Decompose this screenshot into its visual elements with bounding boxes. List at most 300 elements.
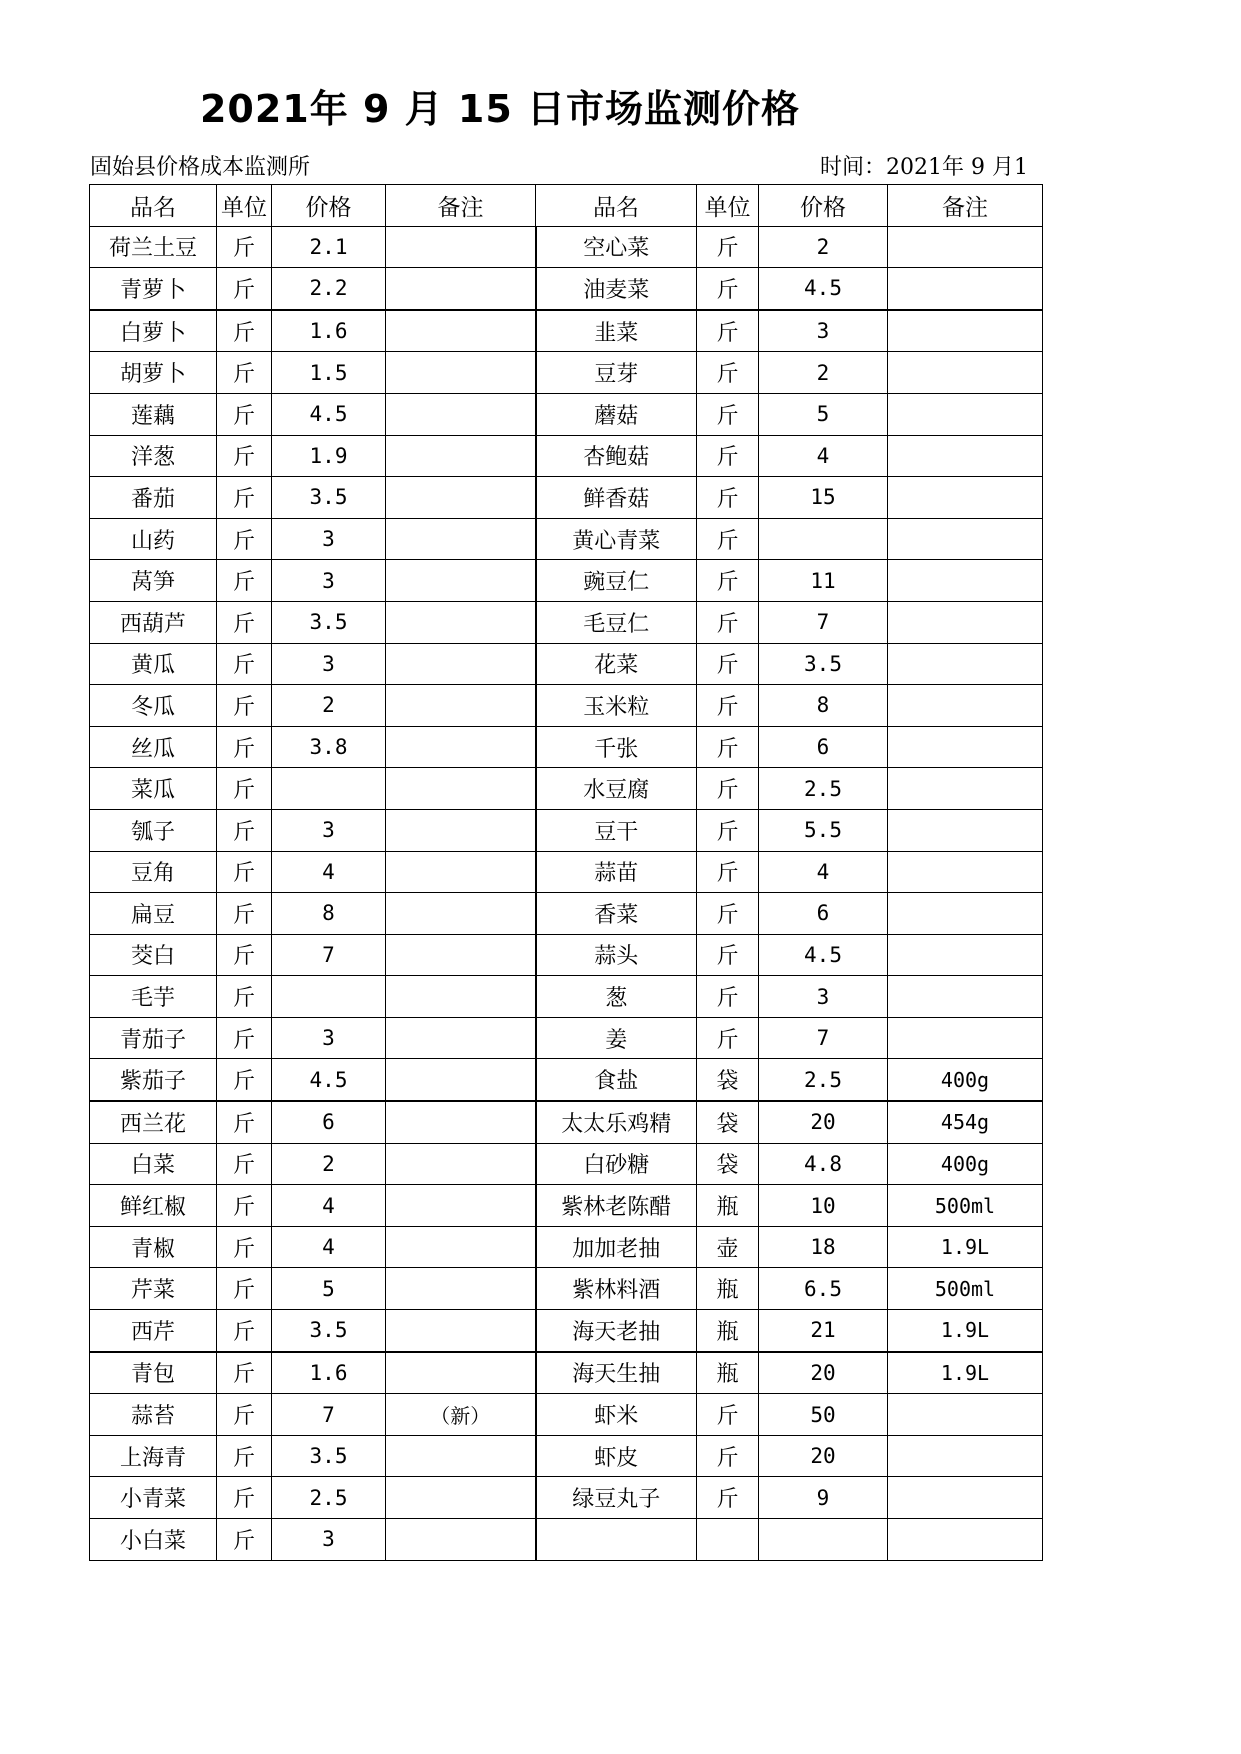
item-name: 加加老抽	[536, 1226, 697, 1268]
item-note	[386, 1435, 536, 1477]
item-note	[386, 1352, 536, 1394]
item-name: 芹菜	[90, 1268, 217, 1310]
item-note: （新）	[386, 1394, 536, 1436]
table-row	[90, 1352, 1043, 1394]
item-price: 3.5	[759, 643, 888, 685]
table-row	[90, 601, 1043, 643]
item-name: 白萝卜	[90, 310, 217, 352]
item-name: 姜	[536, 1017, 697, 1059]
item-unit: 斤	[217, 809, 272, 851]
item-price: 2.5	[759, 768, 888, 810]
item-note	[888, 893, 1043, 935]
item-unit: 斤	[217, 268, 272, 310]
item-unit	[697, 1519, 759, 1561]
item-name: 蘑菇	[536, 393, 697, 435]
table-row	[90, 934, 1043, 976]
item-name: 黄瓜	[90, 643, 217, 685]
item-unit: 斤	[217, 893, 272, 935]
item-unit: 斤	[217, 518, 272, 560]
item-note	[888, 435, 1043, 477]
table-row	[90, 726, 1043, 768]
item-price: 1.6	[272, 1352, 386, 1394]
item-name: 毛芋	[90, 976, 217, 1018]
item-price: 8	[759, 685, 888, 727]
item-name: 豌豆仁	[536, 560, 697, 602]
item-unit: 斤	[697, 726, 759, 768]
item-price: 4	[272, 851, 386, 893]
item-unit: 斤	[217, 1143, 272, 1185]
item-price: 3	[272, 643, 386, 685]
item-unit: 斤	[697, 518, 759, 560]
item-price: 6	[759, 726, 888, 768]
header-name: 品名	[90, 185, 217, 227]
item-name: 小白菜	[90, 1519, 217, 1561]
item-name: 香菜	[536, 893, 697, 935]
item-note	[888, 393, 1043, 435]
item-unit: 斤	[697, 976, 759, 1018]
item-name: 茭白	[90, 934, 217, 976]
item-price: 4.5	[759, 268, 888, 310]
item-note	[888, 477, 1043, 519]
header-note: 备注	[888, 185, 1043, 227]
item-unit: 斤	[697, 268, 759, 310]
item-unit: 斤	[217, 976, 272, 1018]
item-unit: 斤	[217, 685, 272, 727]
table-row	[90, 1519, 1043, 1561]
table-row	[90, 809, 1043, 851]
item-price: 4	[272, 1226, 386, 1268]
item-unit: 斤	[217, 601, 272, 643]
item-name: 紫林老陈醋	[536, 1185, 697, 1227]
item-price	[272, 976, 386, 1018]
item-price: 8	[272, 893, 386, 935]
table-row	[90, 1017, 1043, 1059]
item-unit: 斤	[217, 1226, 272, 1268]
item-unit: 斤	[697, 352, 759, 394]
item-unit: 斤	[217, 477, 272, 519]
item-price: 2.1	[272, 226, 386, 268]
item-price: 5	[272, 1268, 386, 1310]
item-price	[759, 1519, 888, 1561]
item-note	[888, 268, 1043, 310]
item-price: 2	[759, 226, 888, 268]
item-unit: 斤	[217, 1352, 272, 1394]
item-name: 小青菜	[90, 1477, 217, 1519]
item-note	[386, 1477, 536, 1519]
item-unit: 斤	[217, 643, 272, 685]
item-price: 2	[272, 1143, 386, 1185]
table-row	[90, 1101, 1043, 1143]
item-name: 青包	[90, 1352, 217, 1394]
item-name: 毛豆仁	[536, 601, 697, 643]
item-name: 丝瓜	[90, 726, 217, 768]
item-price: 3	[272, 518, 386, 560]
item-note	[888, 310, 1043, 352]
item-price: 4	[759, 435, 888, 477]
table-row	[90, 1435, 1043, 1477]
item-price: 3	[759, 310, 888, 352]
item-note	[386, 893, 536, 935]
item-price: 2	[759, 352, 888, 394]
item-note	[386, 768, 536, 810]
item-unit: 斤	[697, 768, 759, 810]
item-price: 18	[759, 1226, 888, 1268]
item-unit: 斤	[217, 1394, 272, 1436]
item-unit: 斤	[217, 1017, 272, 1059]
item-note	[386, 1143, 536, 1185]
item-unit: 壶	[697, 1226, 759, 1268]
item-price: 7	[759, 1017, 888, 1059]
item-name: 豆干	[536, 809, 697, 851]
item-note	[386, 560, 536, 602]
item-unit: 袋	[697, 1059, 759, 1101]
item-unit: 斤	[217, 226, 272, 268]
item-name: 韭菜	[536, 310, 697, 352]
item-unit: 斤	[217, 560, 272, 602]
item-note	[888, 352, 1043, 394]
item-name: 虾米	[536, 1394, 697, 1436]
table-row	[90, 393, 1043, 435]
item-name: 太太乐鸡精	[536, 1101, 697, 1143]
item-unit: 斤	[697, 685, 759, 727]
item-unit: 斤	[217, 768, 272, 810]
item-note	[386, 601, 536, 643]
item-price: 3.5	[272, 601, 386, 643]
item-name: 鲜红椒	[90, 1185, 217, 1227]
item-note	[386, 1017, 536, 1059]
table-row	[90, 268, 1043, 310]
item-note	[888, 685, 1043, 727]
table-row	[90, 477, 1043, 519]
item-unit: 斤	[217, 851, 272, 893]
item-note	[888, 768, 1043, 810]
item-note	[888, 560, 1043, 602]
item-price: 9	[759, 1477, 888, 1519]
item-price: 1.6	[272, 310, 386, 352]
item-price: 20	[759, 1352, 888, 1394]
item-price: 20	[759, 1435, 888, 1477]
item-name: 空心菜	[536, 226, 697, 268]
item-name: 白砂糖	[536, 1143, 697, 1185]
item-price: 3.5	[272, 1310, 386, 1352]
item-price: 3	[272, 809, 386, 851]
item-name: 白菜	[90, 1143, 217, 1185]
item-price: 5.5	[759, 809, 888, 851]
item-unit: 斤	[697, 601, 759, 643]
item-price: 3	[272, 1017, 386, 1059]
item-price: 2.2	[272, 268, 386, 310]
item-name: 花菜	[536, 643, 697, 685]
item-note	[386, 1059, 536, 1101]
item-price: 21	[759, 1310, 888, 1352]
item-price: 2	[272, 685, 386, 727]
item-note	[386, 685, 536, 727]
item-unit: 斤	[217, 1310, 272, 1352]
item-note	[386, 809, 536, 851]
item-note	[888, 809, 1043, 851]
item-note: 1.9L	[888, 1310, 1043, 1352]
item-name: 蒜苗	[536, 851, 697, 893]
table-row	[90, 1394, 1043, 1436]
item-name: 食盐	[536, 1059, 697, 1101]
table-row	[90, 1185, 1043, 1227]
item-price: 2.5	[272, 1477, 386, 1519]
item-unit: 斤	[217, 1185, 272, 1227]
item-unit: 斤	[697, 1394, 759, 1436]
item-unit: 斤	[697, 893, 759, 935]
item-unit: 斤	[697, 934, 759, 976]
item-note: 400g	[888, 1143, 1043, 1185]
table-row	[90, 976, 1043, 1018]
item-name: 胡萝卜	[90, 352, 217, 394]
item-name: 菜瓜	[90, 768, 217, 810]
item-unit: 斤	[697, 1477, 759, 1519]
item-name: 油麦菜	[536, 268, 697, 310]
item-price: 4.5	[759, 934, 888, 976]
table-row	[90, 893, 1043, 935]
item-price: 3.5	[272, 477, 386, 519]
item-name: 虾皮	[536, 1435, 697, 1477]
item-name: 杏鲍菇	[536, 435, 697, 477]
item-unit: 斤	[697, 1017, 759, 1059]
item-name: 蒜头	[536, 934, 697, 976]
item-name: 瓠子	[90, 809, 217, 851]
item-note	[386, 310, 536, 352]
item-price: 15	[759, 477, 888, 519]
table-row	[90, 560, 1043, 602]
item-note	[888, 1477, 1043, 1519]
table-row	[90, 518, 1043, 560]
table-row	[90, 1143, 1043, 1185]
item-name: 青椒	[90, 1226, 217, 1268]
item-name	[536, 1519, 697, 1561]
item-note: 1.9L	[888, 1226, 1043, 1268]
report-time: 时间：2021年 9 月1	[820, 155, 1028, 180]
item-unit: 斤	[217, 435, 272, 477]
item-note	[386, 1268, 536, 1310]
item-unit: 斤	[697, 310, 759, 352]
table-row	[90, 685, 1043, 727]
item-unit: 斤	[217, 1435, 272, 1477]
item-unit: 斤	[217, 1101, 272, 1143]
item-price: 6	[272, 1101, 386, 1143]
item-unit: 瓶	[697, 1310, 759, 1352]
item-unit: 斤	[217, 726, 272, 768]
item-unit: 斤	[697, 435, 759, 477]
item-name: 紫林料酒	[536, 1268, 697, 1310]
item-name: 冬瓜	[90, 685, 217, 727]
item-name: 玉米粒	[536, 685, 697, 727]
item-price: 3.5	[272, 1435, 386, 1477]
item-name: 西芹	[90, 1310, 217, 1352]
item-note	[386, 1519, 536, 1561]
item-name: 豆角	[90, 851, 217, 893]
item-note	[888, 726, 1043, 768]
price-table	[89, 184, 1043, 1561]
item-name: 青茄子	[90, 1017, 217, 1059]
item-note	[386, 1101, 536, 1143]
header-note: 备注	[386, 185, 536, 227]
item-note	[386, 1185, 536, 1227]
table-row	[90, 851, 1043, 893]
item-price: 6.5	[759, 1268, 888, 1310]
item-name: 青萝卜	[90, 268, 217, 310]
table-row	[90, 1226, 1043, 1268]
item-name: 番茄	[90, 477, 217, 519]
item-note	[386, 851, 536, 893]
item-note: 454g	[888, 1101, 1043, 1143]
item-price: 4	[759, 851, 888, 893]
item-price: 5	[759, 393, 888, 435]
table-row	[90, 1310, 1043, 1352]
item-name: 绿豆丸子	[536, 1477, 697, 1519]
item-price: 4.5	[272, 1059, 386, 1101]
item-note	[888, 226, 1043, 268]
item-price: 4	[272, 1185, 386, 1227]
header-name: 品名	[536, 185, 697, 227]
item-unit: 斤	[217, 310, 272, 352]
item-price: 3	[272, 1519, 386, 1561]
item-name: 西葫芦	[90, 601, 217, 643]
item-name: 荷兰土豆	[90, 226, 217, 268]
item-unit: 斤	[217, 1268, 272, 1310]
item-note	[386, 934, 536, 976]
item-name: 豆芽	[536, 352, 697, 394]
item-note	[386, 226, 536, 268]
item-price: 11	[759, 560, 888, 602]
item-name: 洋葱	[90, 435, 217, 477]
item-price: 2.5	[759, 1059, 888, 1101]
item-note	[888, 1435, 1043, 1477]
item-unit: 斤	[697, 643, 759, 685]
item-price	[759, 518, 888, 560]
table-row	[90, 1059, 1043, 1101]
item-price: 4.5	[272, 393, 386, 435]
item-name: 蒜苔	[90, 1394, 217, 1436]
item-price: 20	[759, 1101, 888, 1143]
item-name: 海天生抽	[536, 1352, 697, 1394]
item-name: 上海青	[90, 1435, 217, 1477]
item-price: 7	[272, 934, 386, 976]
item-unit: 袋	[697, 1143, 759, 1185]
table-row	[90, 352, 1043, 394]
item-note	[386, 643, 536, 685]
item-note	[386, 518, 536, 560]
item-name: 莴笋	[90, 560, 217, 602]
item-price: 7	[759, 601, 888, 643]
item-note	[386, 393, 536, 435]
table-row	[90, 768, 1043, 810]
item-unit: 斤	[697, 809, 759, 851]
item-unit: 斤	[217, 1519, 272, 1561]
item-unit: 斤	[697, 477, 759, 519]
header-price: 价格	[759, 185, 888, 227]
item-price: 1.9	[272, 435, 386, 477]
item-name: 葱	[536, 976, 697, 1018]
item-note	[888, 601, 1043, 643]
item-unit: 瓶	[697, 1268, 759, 1310]
item-price: 7	[272, 1394, 386, 1436]
agency-name: 固始县价格成本监测所	[90, 155, 311, 180]
item-price: 4.8	[759, 1143, 888, 1185]
item-name: 扁豆	[90, 893, 217, 935]
item-note: 400g	[888, 1059, 1043, 1101]
item-note	[386, 726, 536, 768]
item-name: 鲜香菇	[536, 477, 697, 519]
item-note	[386, 435, 536, 477]
item-note	[386, 268, 536, 310]
item-note	[386, 1310, 536, 1352]
item-note	[386, 352, 536, 394]
item-price: 3.8	[272, 726, 386, 768]
item-unit: 斤	[217, 352, 272, 394]
table-row	[90, 310, 1043, 352]
item-name: 紫茄子	[90, 1059, 217, 1101]
item-unit: 斤	[217, 934, 272, 976]
item-unit: 斤	[697, 851, 759, 893]
item-note	[888, 1519, 1043, 1561]
item-unit: 斤	[697, 393, 759, 435]
item-name: 海天老抽	[536, 1310, 697, 1352]
item-note: 500ml	[888, 1185, 1043, 1227]
item-price: 50	[759, 1394, 888, 1436]
item-name: 黄心青菜	[536, 518, 697, 560]
header-price: 价格	[272, 185, 386, 227]
item-unit: 斤	[217, 393, 272, 435]
item-price: 1.5	[272, 352, 386, 394]
item-unit: 袋	[697, 1101, 759, 1143]
item-note: 500ml	[888, 1268, 1043, 1310]
header-unit: 单位	[697, 185, 759, 227]
item-price	[272, 768, 386, 810]
item-name: 千张	[536, 726, 697, 768]
item-note	[888, 1394, 1043, 1436]
item-note	[888, 934, 1043, 976]
item-unit: 斤	[217, 1477, 272, 1519]
item-note	[386, 976, 536, 1018]
item-note	[888, 976, 1043, 1018]
item-name: 水豆腐	[536, 768, 697, 810]
item-unit: 瓶	[697, 1352, 759, 1394]
header-unit: 单位	[217, 185, 272, 227]
table-row	[90, 435, 1043, 477]
item-unit: 瓶	[697, 1185, 759, 1227]
item-note	[888, 643, 1043, 685]
item-unit: 斤	[697, 226, 759, 268]
item-price: 3	[759, 976, 888, 1018]
table-row	[90, 1268, 1043, 1310]
item-unit: 斤	[697, 560, 759, 602]
item-name: 西兰花	[90, 1101, 217, 1143]
item-note	[386, 1226, 536, 1268]
table-row	[90, 1477, 1043, 1519]
item-note	[888, 1017, 1043, 1059]
table-row	[90, 643, 1043, 685]
item-name: 山药	[90, 518, 217, 560]
header-row	[90, 185, 1043, 227]
item-note	[888, 518, 1043, 560]
item-unit: 斤	[217, 1059, 272, 1101]
item-note	[386, 477, 536, 519]
item-note: 1.9L	[888, 1352, 1043, 1394]
table-row	[90, 226, 1043, 268]
item-price: 10	[759, 1185, 888, 1227]
item-name: 莲藕	[90, 393, 217, 435]
page-title: 2021年 9 月 15 日市场监测价格	[199, 87, 800, 131]
item-unit: 斤	[697, 1435, 759, 1477]
item-note	[888, 851, 1043, 893]
item-price: 6	[759, 893, 888, 935]
